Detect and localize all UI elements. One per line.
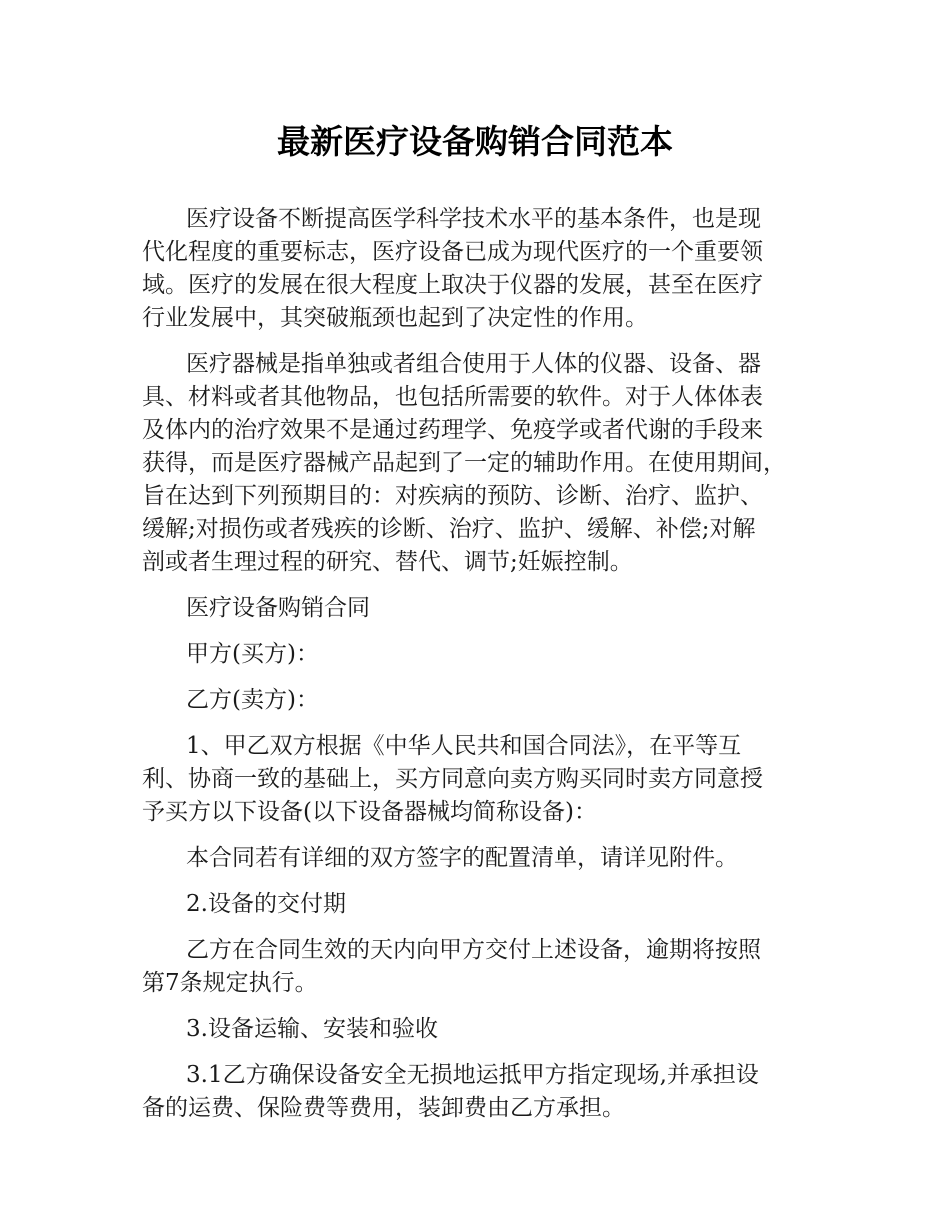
paragraph: [142, 592, 825, 625]
paragraph-line: 甲方(买方)：: [186, 641, 319, 667]
paragraph: [142, 638, 825, 671]
paragraph-line: 行业发展中，其突破瓶颈也起到了决定性的作用。: [142, 305, 648, 331]
paragraph: [142, 348, 825, 579]
paragraph-line: 第7条规定执行。: [142, 970, 318, 996]
paragraph-line: 利、协商一致的基础上，买方同意向卖方购买同时卖方同意授: [142, 766, 763, 792]
document-title: 最新医疗设备购销合同范本: [277, 122, 673, 161]
document-body: [142, 203, 825, 1138]
paragraph-line: 2.设备的交付期: [186, 891, 346, 917]
paragraph: [142, 1013, 825, 1046]
paragraph: [142, 203, 825, 335]
paragraph-line: 1、甲乙双方根据《中华人民共和国合同法》，在平等互: [186, 733, 742, 759]
paragraph-line: 剖或者生理过程的研究、替代、调节;妊娠控制。: [142, 549, 633, 575]
paragraph-line: 乙方在合同生效的天内向甲方交付上述设备，逾期将按照: [186, 937, 761, 963]
paragraph-line: 本合同若有详细的双方签字的配置清单，请详见附件。: [186, 845, 738, 871]
paragraph-line: 医疗设备不断提高医学科学技术水平的基本条件，也是现: [186, 206, 761, 232]
paragraph-line: 代化程度的重要标志，医疗设备已成为现代医疗的一个重要领: [142, 239, 763, 265]
paragraph: [142, 888, 825, 921]
paragraph-line: 予买方以下设备(以下设备器械均简称设备)：: [142, 799, 597, 825]
paragraph-line: 具、材料或者其他物品，也包括所需要的软件。对于人体体表: [142, 384, 763, 410]
paragraph-line: 及体内的治疗效果不是通过药理学、免疫学或者代谢的手段来: [142, 417, 763, 443]
paragraph-line: 获得，而是医疗器械产品起到了一定的辅助作用。在使用期间，: [142, 450, 786, 476]
paragraph-line: 3.1乙方确保设备安全无损地运抵甲方指定现场,并承担设: [186, 1062, 759, 1088]
paragraph-line: 域。医疗的发展在很大程度上取决于仪器的发展，甚至在医疗: [142, 272, 763, 298]
paragraph-line: 医疗设备购销合同: [186, 595, 370, 621]
paragraph-line: 乙方(卖方)：: [186, 687, 319, 713]
paragraph-line: 备的运费、保险费等费用，装卸费由乙方承担。: [142, 1095, 625, 1121]
paragraph: [142, 842, 825, 875]
paragraph: [142, 730, 825, 829]
paragraph: [142, 934, 825, 1000]
paragraph-line: 缓解;对损伤或者残疾的诊断、治疗、监护、缓解、补偿;对解: [142, 516, 756, 542]
paragraph: [142, 684, 825, 717]
paragraph: [142, 1059, 825, 1125]
paragraph-line: 旨在达到下列预期目的：对疾病的预防、诊断、治疗、监护、: [142, 483, 763, 509]
paragraph-line: 医疗器械是指单独或者组合使用于人体的仪器、设备、器: [186, 351, 761, 377]
paragraph-line: 3.设备运输、安装和验收: [186, 1016, 438, 1042]
